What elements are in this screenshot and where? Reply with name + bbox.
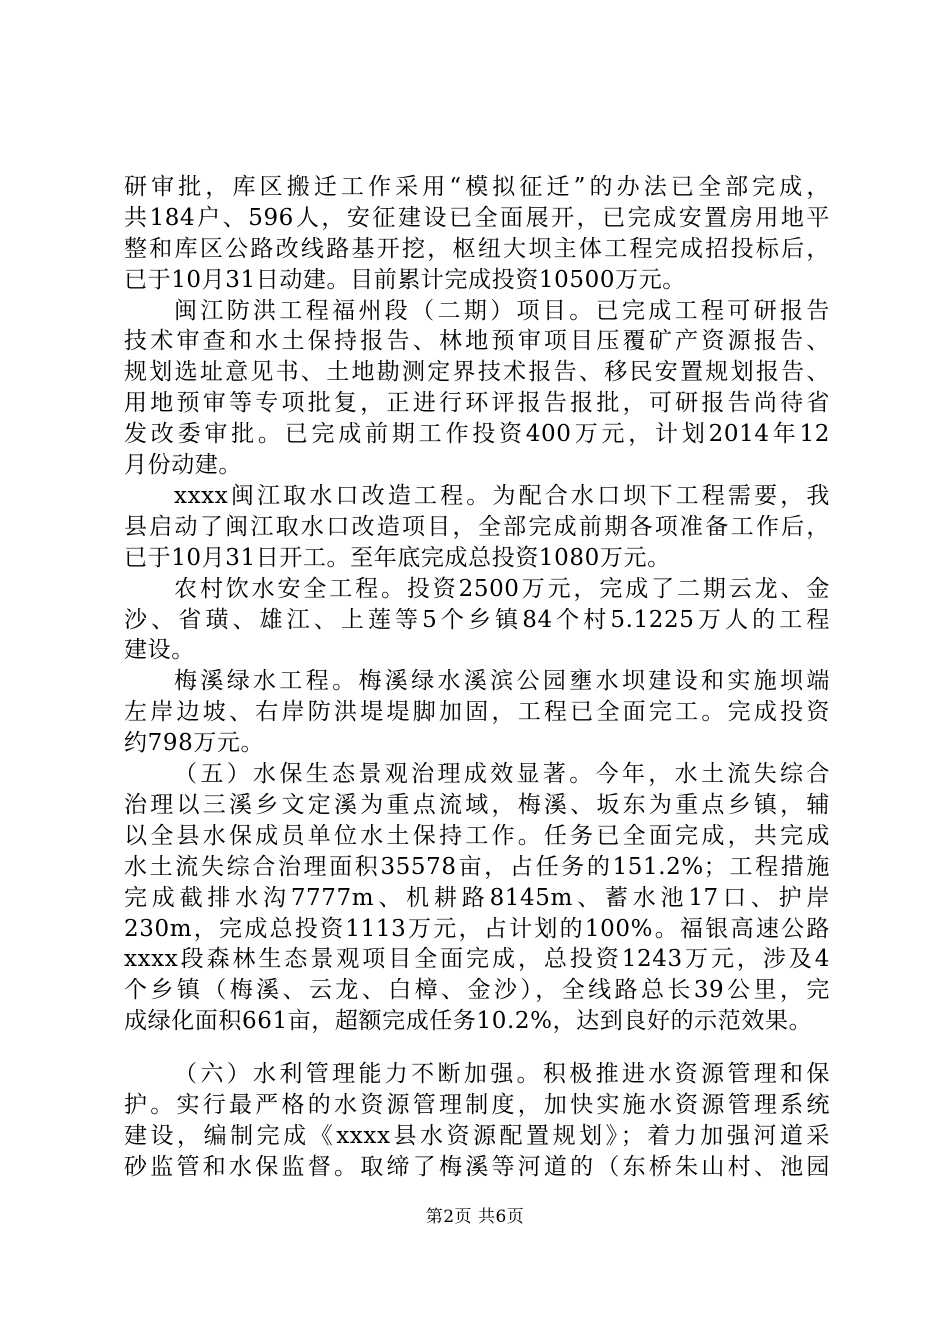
text-line: 以全县水保成员单位水土保持工作。任务已全面完成，共完成 <box>124 823 830 849</box>
text-line: 建设。 <box>124 637 195 663</box>
text-line: 共184户、596人，安征建设已全面展开，已完成安置房用地平 <box>124 205 830 231</box>
text-line: 沙、省璜、雄江、上莲等5个乡镇84个村5.1225万人的工程 <box>124 607 830 633</box>
paragraph-start-line: 农村饮水安全工程。投资2500万元，完成了二期云龙、金 <box>174 576 830 602</box>
text-line: 成绿化面积661亩，超额完成任务10.2%，达到良好的示范效果。 <box>124 1008 813 1034</box>
text-line: xxxx段森林生态景观项目全面完成，总投资1243万元，涉及4 <box>124 946 830 972</box>
paragraph-start-line: 梅溪绿水工程。梅溪绿水溪滨公园壅水坝建设和实施坝端 <box>174 668 830 694</box>
text-line: 月份动建。 <box>124 452 242 478</box>
text-line: 砂监管和水保监督。取缔了梅溪等河道的（东桥朱山村、池园 <box>124 1154 830 1180</box>
text-line: 个乡镇（梅溪、云龙、白樟、金沙），全线路总长39公里，完 <box>124 977 830 1003</box>
text-line: 建设，编制完成《xxxx县水资源配置规划》；着力加强河道采 <box>124 1123 830 1149</box>
text-line: 水土流失综合治理面积35578亩，占任务的151.2%；工程措施 <box>124 854 830 880</box>
text-line: 发改委审批。已完成前期工作投资400万元，计划2014年12 <box>124 421 830 447</box>
text-line: 规划选址意见书、土地勘测定界技术报告、移民安置规划报告、 <box>124 359 830 385</box>
text-line: 230m，完成总投资1113万元，占计划的100%。福银高速公路 <box>124 916 830 942</box>
text-line: 整和库区公路改线路基开挖，枢纽大坝主体工程完成招投标后， <box>124 236 830 262</box>
paragraph-start-line: xxxx闽江取水口改造工程。为配合水口坝下工程需要，我 <box>174 483 830 509</box>
section-heading-line: （六）水利管理能力不断加强。积极推进水资源管理和保 <box>174 1061 830 1087</box>
text-line: 技术审查和水土保持报告、林地预审项目压覆矿产资源报告、 <box>124 328 830 354</box>
text-line: 护。实行最严格的水资源管理制度，加快实施水资源管理系统 <box>124 1092 830 1118</box>
text-line: 左岸边坡、右岸防洪堤堤脚加固，工程已全面完工。完成投资 <box>124 699 830 725</box>
text-line: 已于10月31日动建。目前累计完成投资10500万元。 <box>124 267 686 293</box>
text-line: 已于10月31日开工。至年底完成总投资1080万元。 <box>124 545 671 571</box>
paragraph-start-line: 闽江防洪工程福州段（二期）项目。已完成工程可研报告 <box>174 298 830 324</box>
text-line: 约798万元。 <box>124 730 265 756</box>
text-line: 用地预审等专项批复，正进行环评报告报批，可研报告尚待省 <box>124 390 830 416</box>
text-line: 治理以三溪乡文定溪为重点流域，梅溪、坂东为重点乡镇，辅 <box>124 792 830 818</box>
text-line: 完成截排水沟7777m、机耕路8145m、蓄水池17口、护岸 <box>124 885 830 911</box>
text-line: 县启动了闽江取水口改造项目，全部完成前期各项准备工作后， <box>124 514 830 540</box>
section-heading-line: （五）水保生态景观治理成效显著。今年，水土流失综合 <box>174 761 830 787</box>
page-indicator: 第2页 共6页 <box>425 1207 525 1227</box>
text-line: 研审批，库区搬迁工作采用“模拟征迁”的办法已全部完成， <box>124 174 830 200</box>
